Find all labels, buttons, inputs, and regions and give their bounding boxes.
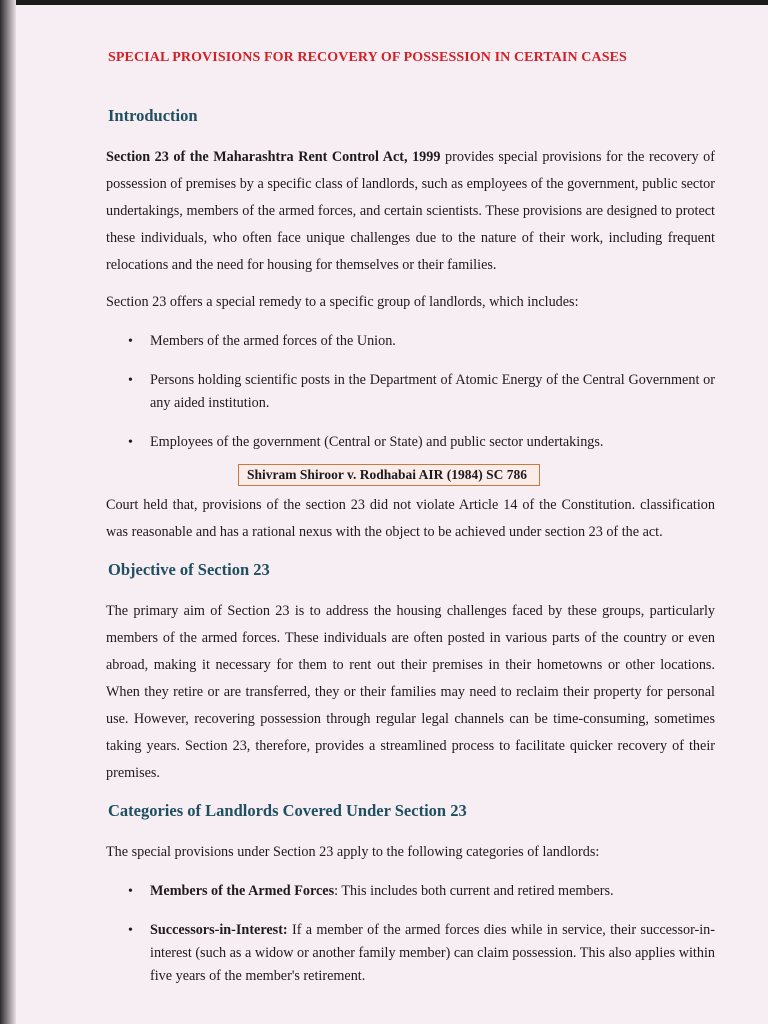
document-page <box>100 50 715 1004</box>
scan-top-edge <box>16 0 768 5</box>
case-citation-box: Shivram Shiroor v. Rodhabai AIR (1984) SC 786 <box>238 464 540 486</box>
list-item: • Successors-in-Interest: If a member of the armed forces dies while in service, their successor-in-interest (such as a widow or another family member) can claim possession. This also applies within five years of the member's retirement. <box>100 919 715 988</box>
intro-paragraph <box>106 144 715 279</box>
case-paragraph: Court held that, provisions of the section 23 did not violate Article 14 of the Constitution. classification was reasonable and has a rational nexus with the object to be achieved under section 23 of the act. <box>106 497 715 540</box>
document-title: SPECIAL PROVISIONS FOR RECOVERY OF POSSESSION IN CERTAIN CASES <box>108 50 627 65</box>
objective-paragraph: The primary aim of Section 23 is to address the housing challenges faced by these groups, particularly members of the armed forces. These individuals are often posted in various parts of the country or even abroad, making it necessary for them to rent out their premises in their hometowns or other locations. When they retire or are transferred, they or their families may need to reclaim their property for personal use. However, recovering possession through regular legal channels can be time-consuming, sometimes taking years. Section 23, therefore, provides a streamlined process to facilitate quicker recovery of their premises. <box>106 603 715 781</box>
bullet-icon: • <box>128 435 133 450</box>
intro-text: provides special provisions for the recovery of possession of premises by a specific class of landlords, such as employees of the government, public sector undertakings, members of the armed forces, and certain scientists. These provisions are designed to protect these individuals, who often face unique challenges due to the nature of their work, including frequent relocations and the need for housing for themselves or their families. <box>106 149 715 273</box>
categories-list <box>100 880 715 988</box>
bullet-icon: • <box>128 923 133 938</box>
landlord-list <box>100 330 715 454</box>
bullet-icon: • <box>128 334 133 349</box>
heading-introduction: Introduction <box>108 106 198 125</box>
list-item: • Persons holding scientific posts in the Department of Atomic Energy of the Central Government or any aided institution. <box>100 369 715 415</box>
intro-act-name: Section 23 of the Maharashtra Rent Control Act, 1999 <box>106 149 441 165</box>
categories-paragraph: The special provisions under Section 23 apply to the following categories of landlords: <box>106 844 600 860</box>
list-item: • Members of the Armed Forces: This includes both current and retired members. <box>100 880 715 903</box>
bullet-icon: • <box>128 884 133 899</box>
remedy-paragraph: Section 23 offers a special remedy to a specific group of landlords, which includes: <box>106 294 579 310</box>
heading-objective: Objective of Section 23 <box>108 560 270 579</box>
scan-left-edge <box>0 0 16 1024</box>
list-item: • Employees of the government (Central or State) and public sector undertakings. <box>100 431 715 454</box>
bullet-icon: • <box>128 373 133 388</box>
list-item: • Members of the armed forces of the Union. <box>100 330 715 353</box>
heading-categories: Categories of Landlords Covered Under Section 23 <box>108 801 467 820</box>
